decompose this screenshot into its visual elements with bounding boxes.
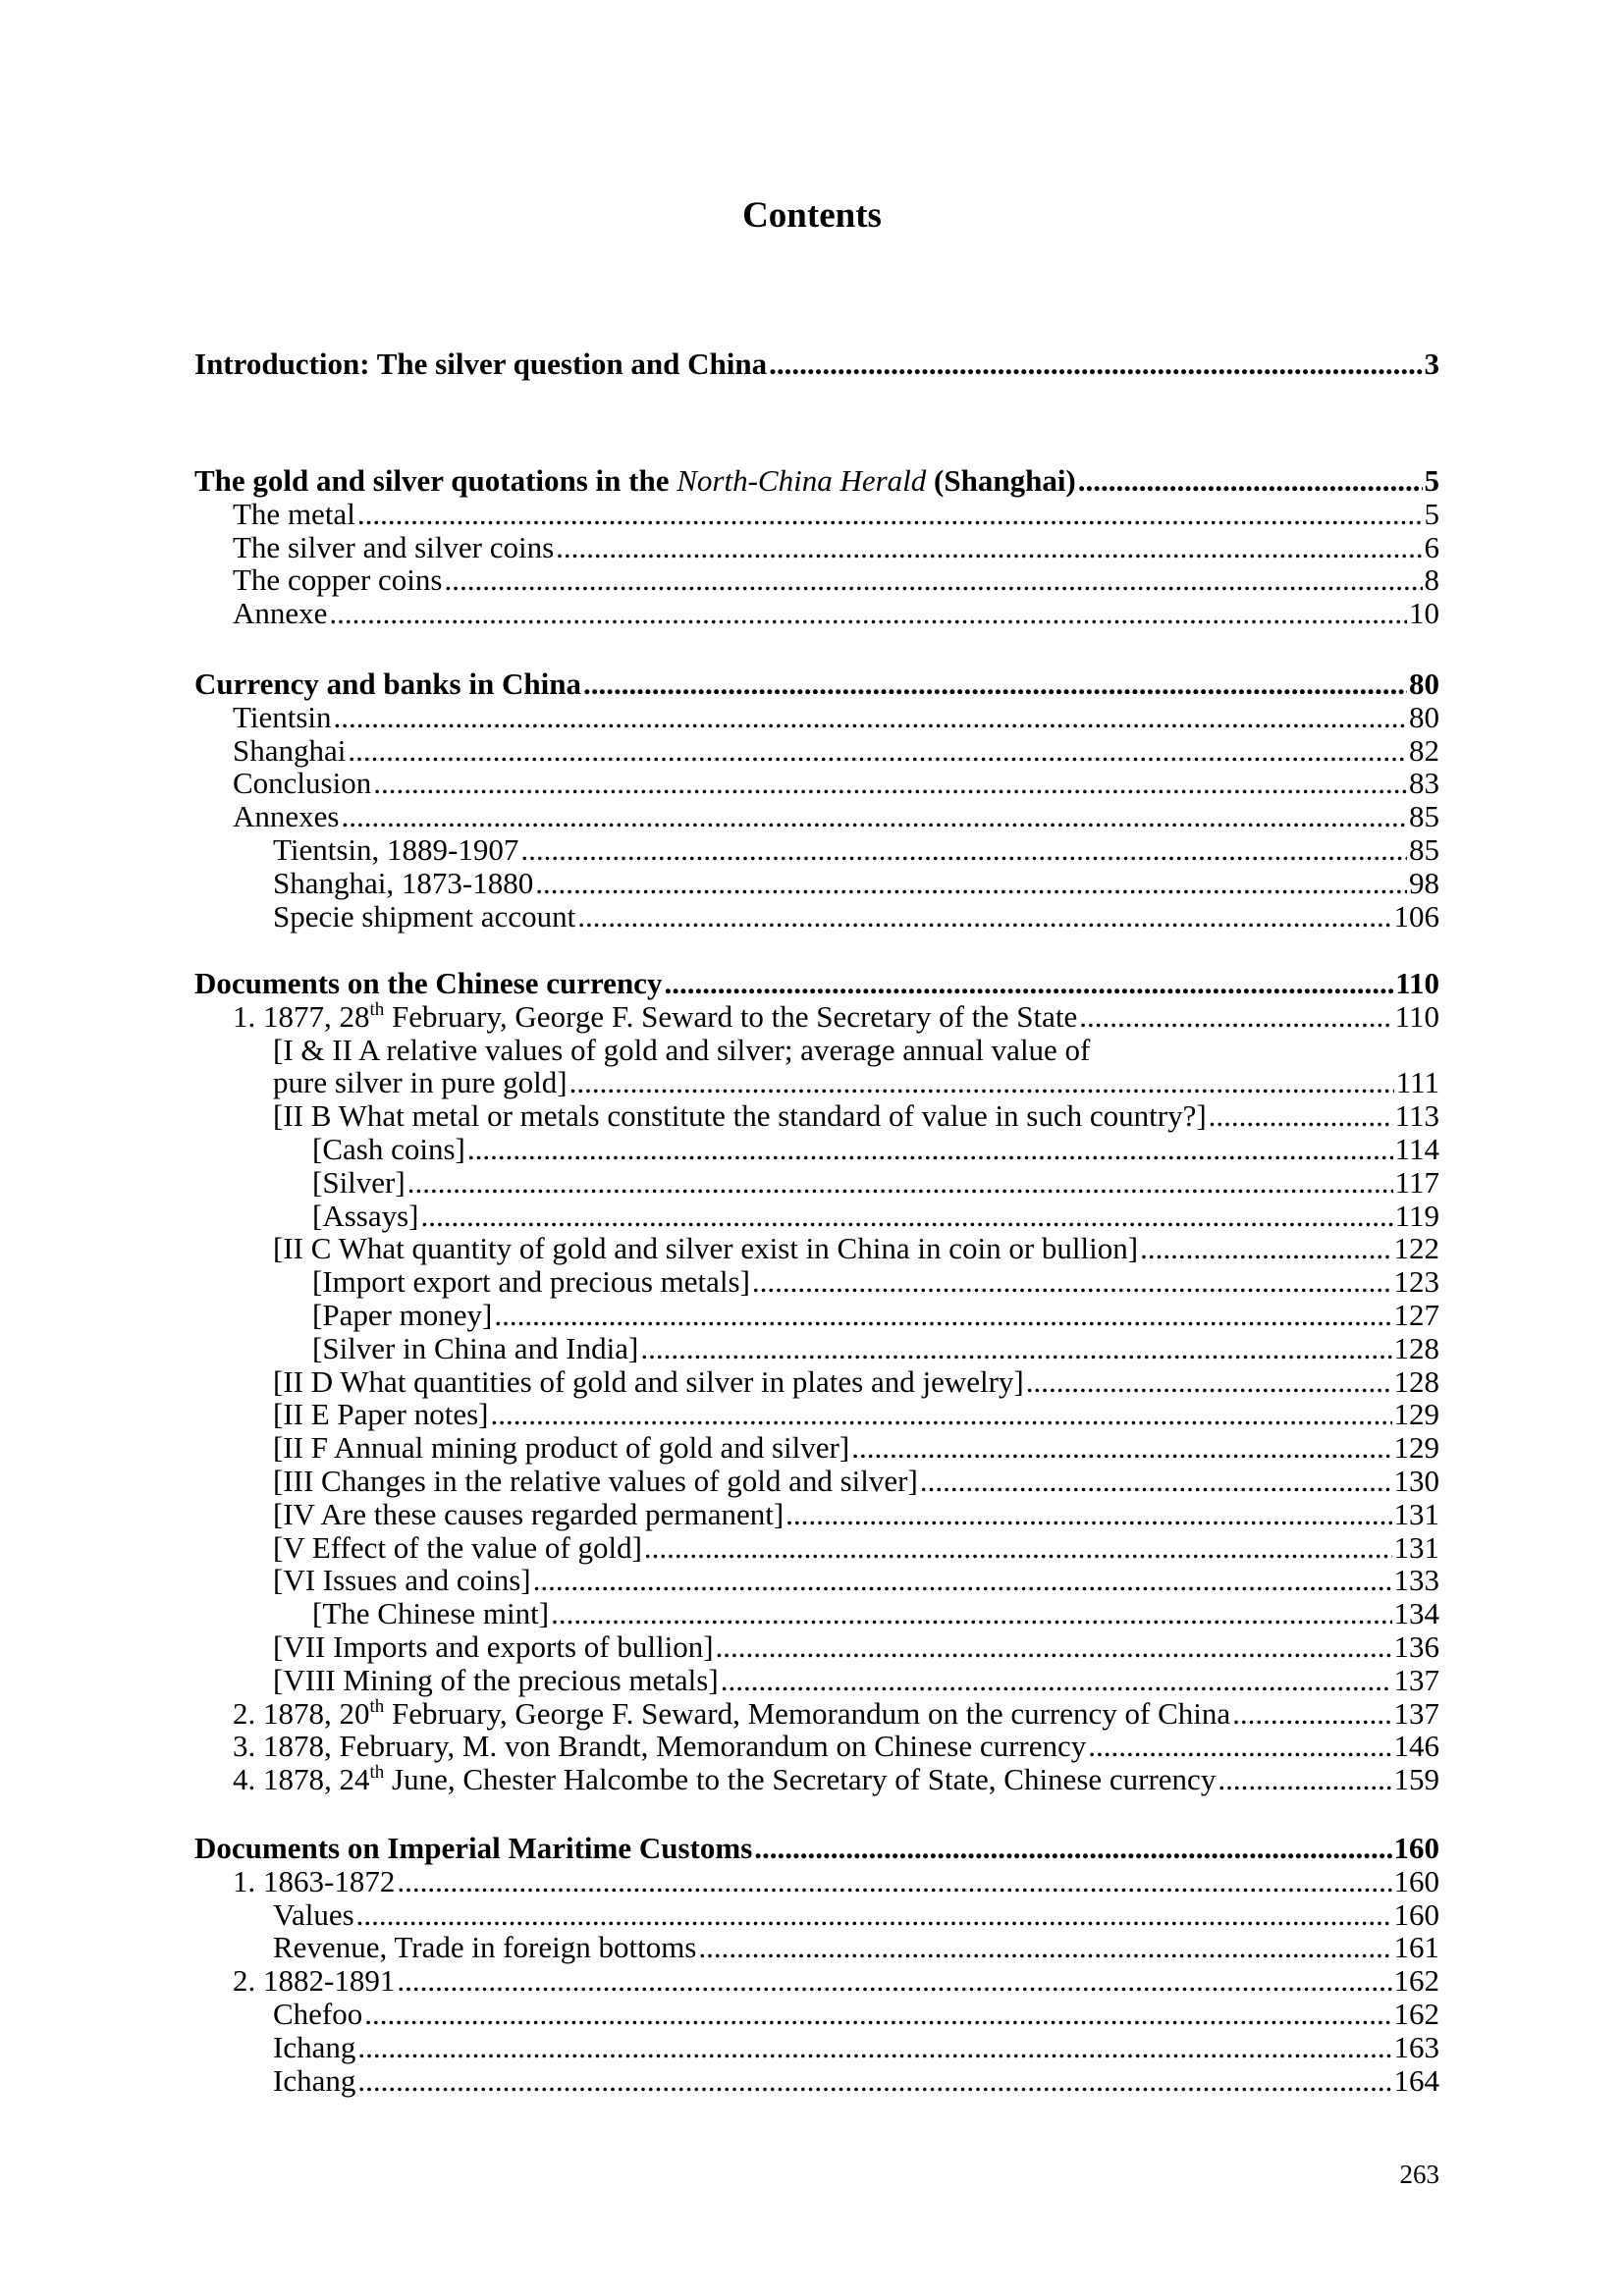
dot-leader <box>569 1066 1394 1099</box>
toc-entry[interactable] <box>194 867 1439 900</box>
toc-page-number: 110 <box>1394 998 1439 1034</box>
toc-page-number: 85 <box>1409 831 1439 867</box>
toc-entry-label: Shanghai <box>233 732 347 768</box>
dot-leader <box>644 1531 1392 1565</box>
dot-leader <box>716 1630 1392 1664</box>
toc-entry[interactable] <box>194 1332 1439 1365</box>
dot-leader <box>1232 1697 1391 1731</box>
toc-page-number: 80 <box>1409 699 1439 734</box>
toc-entry[interactable] <box>194 1998 1439 2031</box>
toc-entry-currency-banks[interactable] <box>194 667 1439 701</box>
dot-leader <box>752 1265 1392 1299</box>
toc-entry-label: [II C What quantity of gold and silver exist in China in coin or bullion] <box>273 1231 1139 1266</box>
toc-page-number: 163 <box>1393 2029 1439 2064</box>
label-prefix: 4. 1878, 24 <box>233 1762 370 1797</box>
toc-entry[interactable] <box>194 1597 1439 1630</box>
toc-page-number: 146 <box>1393 1729 1439 1764</box>
toc-entry-label: [II E Paper notes] <box>273 1397 489 1432</box>
toc-entry-label: Tientsin, 1889-1907 <box>273 831 519 867</box>
dot-leader <box>1026 1365 1392 1399</box>
toc-entry[interactable] <box>194 2064 1439 2098</box>
label-prefix: The gold and silver quotations in the <box>194 463 677 498</box>
dot-leader <box>664 967 1393 1000</box>
toc-entry[interactable] <box>194 1398 1439 1431</box>
label-prefix: 1. 1877, 28 <box>233 998 370 1034</box>
toc-entry-label: [II B What metal or metals constitute the standard of value in such country?] <box>273 1098 1207 1134</box>
toc-entry-label <box>194 464 1076 498</box>
toc-page-number: 160 <box>1393 1831 1439 1865</box>
toc-section-introduction <box>194 347 1439 381</box>
toc-entry[interactable] <box>194 1066 1439 1099</box>
dot-leader <box>1079 1000 1392 1034</box>
toc-page-number: 131 <box>1393 1496 1439 1531</box>
toc-entry[interactable] <box>194 1531 1439 1565</box>
toc-entry-document-3[interactable] <box>194 1730 1439 1763</box>
toc-page-number: 137 <box>1393 1662 1439 1697</box>
toc-page-number: 10 <box>1409 596 1439 631</box>
toc-page-number: 82 <box>1409 732 1439 768</box>
toc-page-number: 5 <box>1424 496 1439 531</box>
label-prefix: 2. 1878, 20 <box>233 1695 370 1731</box>
toc-page-number: 85 <box>1409 799 1439 834</box>
toc-page-number: 162 <box>1393 1996 1439 2031</box>
toc-entry[interactable] <box>194 701 1439 734</box>
dot-leader <box>397 1964 1391 1998</box>
toc-entry-label: Documents on the Chinese currency <box>194 966 663 1000</box>
toc-page-number: 159 <box>1393 1762 1439 1797</box>
toc-entry[interactable] <box>194 1898 1439 1932</box>
toc-page-number: 5 <box>1424 463 1439 498</box>
toc-section-chinese-currency <box>194 967 1439 1796</box>
dot-leader <box>1140 1232 1391 1265</box>
toc-entry-label: Tientsin <box>233 699 332 734</box>
toc-entry[interactable] <box>194 1964 1439 1998</box>
toc-entry-label: Chefoo <box>273 1996 363 2031</box>
dot-leader <box>1209 1099 1393 1133</box>
toc-entry-label: Ichang <box>273 2029 356 2064</box>
toc-page-number: 131 <box>1393 1529 1439 1565</box>
toc-entry[interactable] <box>194 1431 1439 1465</box>
toc-section-maritime-customs <box>194 1832 1439 2097</box>
label-suffix: (Shanghai) <box>926 463 1076 498</box>
toc-entry-label: Annexes <box>233 799 340 834</box>
dot-leader <box>556 531 1422 564</box>
toc-page-number: 133 <box>1393 1563 1439 1598</box>
toc-entry-label <box>233 1763 1216 1796</box>
toc-entry[interactable] <box>194 1865 1439 1898</box>
toc-entry[interactable] <box>194 800 1439 833</box>
dot-leader <box>520 833 1407 867</box>
toc-entry-label: [IV Are these causes regarded permanent] <box>273 1496 785 1531</box>
dot-leader <box>551 1597 1391 1630</box>
toc-entry-label: [VI Issues and coins] <box>273 1563 531 1598</box>
toc-page-number: 162 <box>1393 1963 1439 1999</box>
toc-entry-label: Introduction: The silver question and China <box>194 347 768 381</box>
toc-entry[interactable] <box>194 1299 1439 1332</box>
ordinal-suffix: th <box>369 1695 385 1717</box>
dot-leader <box>533 1564 1392 1597</box>
dot-leader <box>397 1865 1391 1898</box>
toc-entry[interactable] <box>194 1564 1439 1597</box>
toc-entry[interactable] <box>194 2031 1439 2064</box>
toc-entry-label: Ichang <box>273 2062 356 2098</box>
toc-entry[interactable] <box>194 1365 1439 1399</box>
dot-leader <box>640 1332 1391 1365</box>
toc-entry-label: The copper coins <box>233 562 443 598</box>
toc-entry[interactable] <box>194 833 1439 867</box>
toc-entry[interactable] <box>194 1630 1439 1664</box>
toc-page-number: 114 <box>1394 1131 1439 1166</box>
dot-leader <box>1078 464 1423 498</box>
toc-entry-label <box>233 1697 1230 1731</box>
toc-entry[interactable] <box>194 1265 1439 1299</box>
toc-page-number: 164 <box>1393 2062 1439 2098</box>
toc-page-number: 83 <box>1409 766 1439 801</box>
italic-title: North-China Herald <box>677 463 927 498</box>
toc-entry-label: [III Changes in the relative values of gold and silver] <box>273 1463 918 1498</box>
toc-page-number: 136 <box>1393 1629 1439 1664</box>
dot-leader <box>754 1832 1391 1865</box>
toc-page-number: 113 <box>1394 1098 1439 1134</box>
page-title: Contents <box>742 195 882 236</box>
dot-leader <box>467 1133 1393 1166</box>
toc-page-number: 161 <box>1393 1930 1439 1965</box>
dot-leader <box>577 900 1391 934</box>
toc-entry-label: Documents on Imperial Maritime Customs <box>194 1831 753 1865</box>
toc-page-number: 3 <box>1424 347 1439 381</box>
dot-leader <box>364 1998 1391 2031</box>
label-suffix: February, George F. Seward, Memorandum on the currency of China <box>384 1695 1231 1731</box>
toc-page-number: 134 <box>1393 1596 1439 1631</box>
toc-page-number: 128 <box>1393 1363 1439 1399</box>
toc-entry-quotations[interactable] <box>194 464 1439 498</box>
toc-entry[interactable] <box>194 734 1439 768</box>
toc-page-number: 122 <box>1393 1231 1439 1266</box>
toc-page-number: 98 <box>1409 865 1439 900</box>
dot-leader <box>407 1166 1393 1200</box>
dot-leader <box>785 1498 1391 1531</box>
dot-leader <box>769 347 1422 381</box>
toc-entry[interactable] <box>194 1099 1439 1133</box>
toc-section-currency-banks <box>194 667 1439 933</box>
toc-entry-label: Annexe <box>233 596 328 631</box>
toc-entry-continued[interactable] <box>194 1034 1439 1067</box>
toc-entry-label: Values <box>273 1896 354 1932</box>
toc-page-number: 129 <box>1393 1397 1439 1432</box>
label-suffix: June, Chester Halcombe to the Secretary of State, Chinese currency <box>384 1762 1217 1797</box>
toc-entry[interactable] <box>194 1232 1439 1265</box>
toc-entry-label: The silver and silver coins <box>233 529 555 564</box>
toc-entry-label: [Paper money] <box>312 1297 493 1332</box>
toc-entry[interactable] <box>194 498 1439 531</box>
toc-entry[interactable] <box>194 1465 1439 1498</box>
label-suffix: February, George F. Seward to the Secretary of the State <box>384 998 1078 1034</box>
dot-leader <box>698 1931 1391 1964</box>
toc-entry[interactable] <box>194 563 1439 597</box>
dot-leader <box>348 734 1407 768</box>
toc-page-number: 137 <box>1393 1695 1439 1731</box>
toc-entry-label: Shanghai, 1873-1880 <box>273 865 534 900</box>
toc-section-quotations <box>194 464 1439 630</box>
toc-entry-document-1[interactable] <box>194 1000 1439 1034</box>
toc-entry-label: 3. 1878, February, M. von Brandt, Memorandum on Chinese currency <box>233 1729 1087 1764</box>
toc-entry-label: [Assays] <box>312 1198 419 1233</box>
toc-entry-label: [The Chinese mint] <box>312 1596 550 1631</box>
toc-entry-maritime-customs[interactable] <box>194 1832 1439 1865</box>
dot-leader <box>583 667 1407 701</box>
dot-leader <box>851 1431 1391 1465</box>
dot-leader <box>535 867 1407 900</box>
toc-page-number: 110 <box>1395 966 1439 1000</box>
toc-entry[interactable] <box>194 767 1439 800</box>
toc-page-number: 123 <box>1393 1264 1439 1300</box>
toc-entry-label: [Import export and precious metals] <box>312 1264 750 1300</box>
dot-leader <box>421 1200 1393 1233</box>
toc-entry-label: [I & II A relative values of gold and silver; average annual value of <box>273 1032 1091 1067</box>
dot-leader <box>1218 1763 1391 1796</box>
toc-page-number: 129 <box>1393 1430 1439 1466</box>
toc-entry-label: 2. 1882-1891 <box>233 1963 396 1999</box>
toc-entry-label: [Cash coins] <box>312 1131 465 1166</box>
toc-entry-label: [V Effect of the value of gold] <box>273 1529 642 1565</box>
toc-entry-introduction[interactable] <box>194 347 1439 381</box>
toc-entry[interactable] <box>194 900 1439 934</box>
toc-page-number: 130 <box>1393 1463 1439 1498</box>
toc-entry-document-4[interactable] <box>194 1763 1439 1796</box>
toc-page-number: 111 <box>1395 1065 1439 1100</box>
toc-entry-label: 1. 1863-1872 <box>233 1863 396 1898</box>
toc-page-number: 106 <box>1393 898 1439 934</box>
ordinal-suffix: th <box>369 1762 385 1784</box>
toc-page-number: 127 <box>1393 1297 1439 1332</box>
toc-entry-label: pure silver in pure gold] <box>273 1065 568 1100</box>
dot-leader <box>444 563 1422 597</box>
dot-leader <box>334 701 1407 734</box>
toc-entry[interactable] <box>194 1664 1439 1697</box>
dot-leader <box>357 2031 1391 2064</box>
toc-entry[interactable] <box>194 1166 1439 1200</box>
toc-page-number: 117 <box>1394 1164 1439 1200</box>
dot-leader <box>357 498 1423 531</box>
toc-entry[interactable] <box>194 531 1439 564</box>
dot-leader <box>357 2064 1391 2098</box>
toc-entry-label <box>233 1000 1077 1034</box>
dot-leader <box>494 1299 1391 1332</box>
dot-leader <box>491 1398 1392 1431</box>
dot-leader <box>721 1664 1392 1697</box>
toc-entry-label: [VIII Mining of the precious metals] <box>273 1662 719 1697</box>
toc-entry-label: [Silver in China and India] <box>312 1330 639 1365</box>
toc-entry-document-2[interactable] <box>194 1697 1439 1731</box>
toc-entry-label: [II D What quantities of gold and silver in plates and jewelry] <box>273 1363 1024 1399</box>
toc-entry-chinese-currency[interactable] <box>194 967 1439 1000</box>
dot-leader <box>373 767 1407 800</box>
toc-page-number: 119 <box>1394 1198 1439 1233</box>
ordinal-suffix: th <box>369 998 385 1020</box>
toc-entry-label: Revenue, Trade in foreign bottoms <box>273 1930 697 1965</box>
toc-entry[interactable] <box>194 597 1439 630</box>
toc-entry-label: [II F Annual mining product of gold and silver] <box>273 1430 850 1466</box>
toc-page-number: 8 <box>1424 562 1439 598</box>
page-number: 263 <box>1399 2160 1439 2189</box>
toc-entry-label: Specie shipment account <box>273 898 576 934</box>
toc-entry-label: [Silver] <box>312 1164 406 1200</box>
dot-leader <box>356 1898 1392 1932</box>
toc-entry[interactable] <box>194 1498 1439 1531</box>
toc-entry[interactable] <box>194 1931 1439 1964</box>
toc-page-number: 80 <box>1409 667 1439 701</box>
dot-leader <box>920 1465 1392 1498</box>
dot-leader <box>1088 1730 1391 1763</box>
toc-page-number: 160 <box>1393 1896 1439 1932</box>
dot-leader <box>341 800 1407 833</box>
toc-page-number: 128 <box>1393 1330 1439 1365</box>
dot-leader <box>329 597 1407 630</box>
toc-entry-label: The metal <box>233 496 355 531</box>
toc-page-number: 160 <box>1393 1863 1439 1898</box>
toc-entry-label: Conclusion <box>233 766 372 801</box>
toc-page-number: 6 <box>1424 529 1439 564</box>
toc-entry[interactable] <box>194 1200 1439 1233</box>
toc-entry-label: Currency and banks in China <box>194 667 581 701</box>
toc-entry-label: [VII Imports and exports of bullion] <box>273 1629 714 1664</box>
toc-entry[interactable] <box>194 1133 1439 1166</box>
